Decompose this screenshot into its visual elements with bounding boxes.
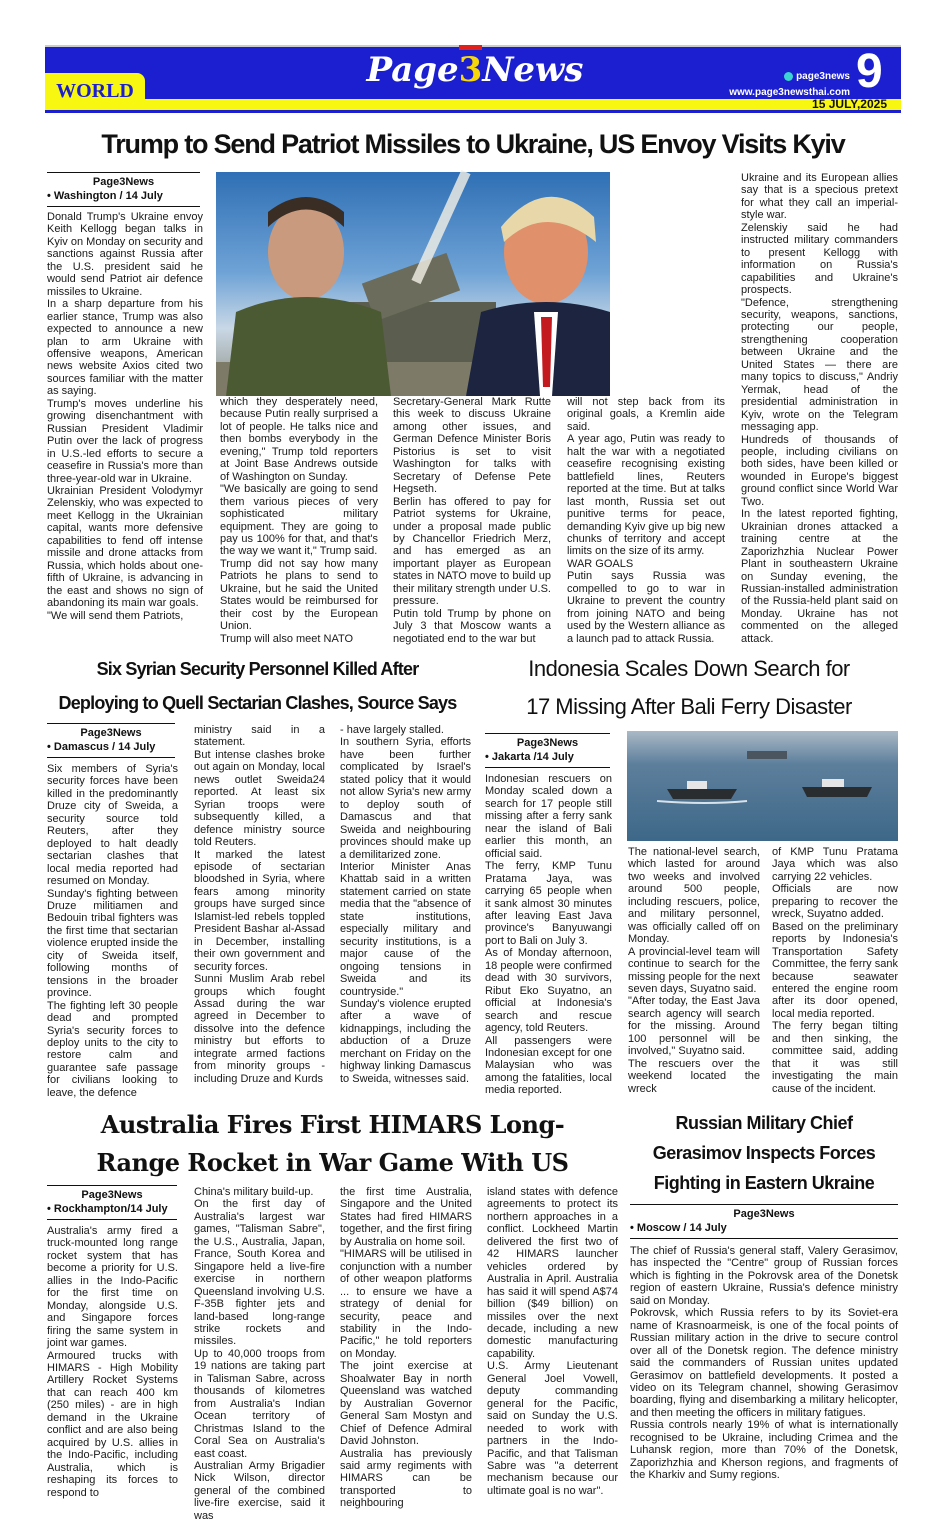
story2-headline-line1: Six Syrian Security Personnel Killed After bbox=[96, 659, 419, 679]
story4-column-2 bbox=[194, 1186, 325, 1522]
story3-column-2 bbox=[628, 846, 760, 1099]
story5-byline bbox=[630, 1204, 898, 1239]
article-paragraph: Putin says Russia was compelled to go to war in Ukraine to prevent the country from joining NATO and being used by the Western alliance as a launch pad to attack Russia. bbox=[567, 570, 725, 645]
article-paragraph: Trump's moves underline his growing disenchantment with Russian President Vladimir Putin over the lack of progress in U.S.-led efforts to secure a ceasefire in Russia's more than three-year-old war in Ukraine. bbox=[47, 397, 203, 485]
article-paragraph: - have largely stalled. bbox=[340, 724, 444, 736]
byline-dateline: • Jakarta /14 July bbox=[485, 751, 574, 763]
article-paragraph: The ferry, KMP Tunu Pratama Jaya, was carrying 65 people when it sank almost 30 minutes after leaving East Java province's Banyuwangi port to Bali on July 3. bbox=[485, 860, 612, 947]
article-paragraph: In the latest reported fighting, Ukrainian drones attacked a training centre at the Zaporizhzhia Nuclear Power Plant in southeastern Ukraine on Sunday evening, the Russian-installed administration of the Russia-held plant said on Monday. Ukraine has not commented on the alleged attack. bbox=[741, 508, 898, 645]
section-tab bbox=[45, 73, 145, 110]
story4-column-1 bbox=[47, 1225, 178, 1499]
logo-text-3: 3 bbox=[459, 45, 483, 90]
story1-column-3 bbox=[393, 396, 551, 648]
rescue-boats-photo bbox=[627, 731, 898, 841]
article-paragraph: Donald Trump's Ukraine envoy Keith Kellogg began talks in Kyiv on Monday on security and sanctions against Russia after the U.S. president said he would send Patriot air defence missiles to Ukraine. bbox=[47, 211, 203, 298]
article-paragraph: Pokrovsk, which Russia refers to by its Soviet-era name of Krasnoarmeisk, is one of the focal points of Russian military action in the drive to secure control over all of the Donetsk region. The defence ministry said the commanders of Russian unites updated Gerasimov on battlefield developments. It posted a video on its Telegram channel, showing Gerasimov boarding, flying and disembarking a military helicopter, and then meeting the officers in military fatigues. bbox=[630, 1307, 898, 1419]
article-paragraph: "After today, the East Java search agency will search for the missing. Around 100 personnel will be involved," Suyatno said. bbox=[628, 995, 760, 1058]
article-paragraph: Ukrainian President Volodymyr Zelenskiy, who was expected to meet Kellogg in the Ukrainian capital, wants more defensive capabilities to fend off intense missile and drone attacks from Russia, which holds about one-fifth of Ukraine, is advancing in the east and shows no sign of abandoning its main war goals. bbox=[47, 484, 203, 610]
social-handle[interactable]: page3news bbox=[796, 71, 850, 82]
story2-headline-line2: Deploying to Quell Sectarian Clashes, Source Says bbox=[58, 693, 457, 713]
story3-byline bbox=[485, 733, 610, 768]
article-paragraph: which they desperately need, because Putin really surprised a lot of people. He talks nice and then bombs everybody in the evening," Trump told reporters at Joint Base Andrews outside of Washington on Sunday. bbox=[220, 396, 378, 483]
article-paragraph: Sunday's fighting between Druze militiamen and Bedouin tribal fighters was the first time that sectarian violence erupted inside the city of Sweida itself, following months of tensions in the broader province. bbox=[47, 887, 178, 1000]
article-paragraph: As of Monday afternoon, 18 people were confirmed dead with 30 survivors, Ribut Eko Suyatno, an official at Indonesia's search and rescue agency, told Reuters. bbox=[485, 947, 612, 1035]
story3-headline bbox=[478, 650, 900, 726]
story1-column-5 bbox=[741, 172, 898, 648]
byline-source: Page3News bbox=[81, 1189, 143, 1201]
website-link[interactable]: www.page3newsthai.com bbox=[729, 87, 850, 98]
article-paragraph: Trump did not say how many Patriots he plans to send to Ukraine, but he said the United States would be reimbursed for their cost by the European Union. bbox=[220, 557, 378, 633]
article-paragraph: Russia controls nearly 19% of what is internationally recognised to be Ukraine, including Crimea and the Luhansk region, more than 70% of the Donetsk, Zaporizhzhia and Kherson regions, and fragments of the Kharkiv and Sumy regions. bbox=[630, 1419, 898, 1482]
article-paragraph: Australia has previously said army regiments with HIMARS can be transported to neighbouring bbox=[340, 1447, 472, 1510]
article-paragraph: A provincial-level team will continue to search for the missing people for the next seven days, Suyatno said. bbox=[628, 945, 760, 995]
story5-headline-line2: Gerasimov Inspects Forces bbox=[652, 1143, 876, 1163]
logo-text-a: Page bbox=[366, 50, 459, 90]
section-label: WORLD bbox=[56, 80, 134, 102]
article-paragraph: "We basically are going to send them various pieces of very sophisticated military equipment. They are going to pay us 100% for that, and that's the way we want it," Trump said. bbox=[220, 483, 378, 558]
article-paragraph: Armoured trucks with HIMARS - High Mobility Artillery Rocket Systems that can reach 400 km (250 miles) - are in high demand in the Ukraine conflict and are also being acquired by U.S. allies in the Indo-Pacific, including Australia, which is reshaping its forces to respond to bbox=[47, 1349, 178, 1499]
article-paragraph: Officials are now preparing to recover the wreck, Suyatno added. bbox=[772, 883, 898, 921]
article-paragraph: Interior Minister Anas Khattab said in a written statement carried on state media that the "absence of state institutions, especially military and security institutions, is a major cause of the ongoing tensions in Sweida and its countryside." bbox=[340, 860, 471, 998]
page-number: 9 bbox=[856, 45, 883, 98]
newspaper-logo[interactable] bbox=[360, 50, 590, 90]
article-paragraph: The chief of Russia's general staff, Valery Gerasimov, has inspected the "Centre" group of Russian forces which is fighting in the Pokrovsk area of the Donetsk region of eastern Ukraine, Russia's defence ministry said on Monday. bbox=[630, 1245, 898, 1307]
zelenskiy-trump-patriot-photo bbox=[216, 172, 610, 396]
article-paragraph: A year ago, Putin was ready to halt the war with a negotiated ceasefire recognising existing battlefield lines, Reuters reported at the time. But at talks last month, Russia set out punitive terms for peace, demanding Kyiv give up big new chunks of territory and accept limits on the size of its army. bbox=[567, 433, 725, 558]
story5-column-1 bbox=[630, 1245, 898, 1490]
article-paragraph: The fighting left 30 people dead and prompted Syria's security forces to deploy units to the city to restore calm and guarantee safe passage for civilians looking to leave, the defence bbox=[47, 999, 178, 1099]
article-paragraph: "HIMARS will be utilised in conjunction with a number of other weapon platforms ... to ensure we have a strategy of denial for security, peace and stability in the Indo-Pacific," he told reporters on Monday. bbox=[340, 1248, 472, 1360]
story3-photo bbox=[627, 731, 898, 841]
article-paragraph: Ukraine and its European allies say that is a specious pretext for what they call an imperial-style war. bbox=[741, 172, 898, 222]
article-paragraph: Secretary-General Mark Rutte this week to discuss Ukraine among other issues, and German Defence Minister Boris Pistorius is set to visit Washington for talks with Secretary of Defense Pete Hegseth. bbox=[393, 396, 551, 496]
article-paragraph: It marked the latest episode of sectarian bloodshed in Syria, where fears among minority groups have surged since Islamist-led rebels toppled President Bashar al-Assad in December, installing their own government and security forces. bbox=[194, 848, 325, 973]
byline-dateline: • Washington / 14 July bbox=[47, 190, 163, 202]
issue-date: 15 JULY,2025 bbox=[812, 97, 887, 111]
byline-dateline: • Damascus / 14 July bbox=[47, 741, 156, 753]
story5-headline-line1: Russian Military Chief bbox=[675, 1113, 853, 1133]
story3-column-1 bbox=[485, 773, 612, 1101]
article-paragraph: Up to 40,000 troops from 19 nations are taking part in Talisman Sabre, across thousands of kilometres from Australia's Indian Ocean territory of Christmas Island to the Coral Sea on Australia's east coast. bbox=[194, 1347, 325, 1460]
story1-column-1 bbox=[47, 211, 203, 649]
article-paragraph: "We will send them Patriots, bbox=[47, 609, 184, 622]
story4-byline bbox=[47, 1185, 177, 1220]
story4-headline-line1: Australia Fires First HIMARS Long- bbox=[100, 1110, 565, 1139]
article-paragraph: The national-level search, which lasted for around two weeks and involved around 500 people, including rescuers, police, and military personnel, was officially called off on Monday. bbox=[628, 846, 760, 946]
article-paragraph: ministry said in a statement. bbox=[194, 724, 325, 749]
story4-column-4 bbox=[487, 1186, 618, 1497]
article-paragraph: On the first day of Australia's largest war games, "Talisman Sabre", the U.S., Australia, Japan, France, South Korea and Singapore held a live-fire exercise in northern Queensland involving U.S. F-35B fighter jets and land-based long-range strike rockets and missiles. bbox=[194, 1198, 325, 1348]
article-paragraph: Trump will also meet NATO bbox=[220, 632, 354, 645]
story5-headline bbox=[625, 1108, 903, 1198]
article-paragraph: Sunni Muslim Arab rebel groups which fought Assad during the war agreed in December to dissolve into the defence ministry but efforts to integrate armed factions from minority groups - including Druze and Kurds bbox=[194, 973, 325, 1085]
article-paragraph: But intense clashes broke out again on Monday, local news outlet Sweida24 reported. At least six Syrian troops were subsequently killed, a defence ministry source told Reuters. bbox=[194, 748, 325, 849]
byline-source: Page3News bbox=[733, 1208, 795, 1220]
article-paragraph: Zelenskiy said he had instructed military commanders to present Kellogg with information on Russia's capabilities and Ukraine's prospects. bbox=[741, 221, 898, 297]
story5-headline-line3: Fighting in Eastern Ukraine bbox=[653, 1173, 875, 1193]
article-paragraph: WAR GOALS bbox=[567, 557, 634, 570]
story2-byline bbox=[47, 723, 175, 758]
story3-column-3 bbox=[772, 846, 898, 1099]
story4-column-3 bbox=[340, 1186, 472, 1510]
article-paragraph: In southern Syria, efforts have been further complicated by Israel's stated policy that it would not allow Syria's new army to deploy south of Damascus and that Sweida and neighbouring provinces should make up a demilitarized zone. bbox=[340, 736, 471, 861]
article-paragraph: China's military build-up. bbox=[194, 1186, 314, 1198]
story1-headline-wrap bbox=[45, 124, 901, 164]
article-paragraph: Sunday's violence erupted after a wave of kidnappings, including the abduction of a Druze merchant on Friday on the highway linking Damascus to Sweida, witnesses said. bbox=[340, 997, 471, 1085]
logo-text-b: News bbox=[482, 50, 584, 90]
article-paragraph: will not step back from its original goals, a Kremlin aide said. bbox=[567, 396, 725, 433]
story2-headline bbox=[35, 652, 480, 720]
story3-headline-line2: 17 Missing After Bali Ferry Disaster bbox=[526, 694, 852, 719]
story4-headline bbox=[40, 1106, 625, 1182]
story1-column-2 bbox=[220, 396, 378, 648]
article-paragraph: Indonesian rescuers on Monday scaled down a search for 17 people still missing after a ferry sank near the island of Bali earlier this month, an official said. bbox=[485, 773, 612, 860]
article-paragraph: Based on the preliminary reports by Indonesia's Transportation Safety Committee, the ferry sank because seawater entered the engine room after its door opened, local media reported. bbox=[772, 920, 898, 1020]
story2-column-1 bbox=[47, 763, 178, 1101]
article-paragraph: Six members of Syria's security forces have been killed in the predominantly Druze city of Sweida, a security source told Reuters, after they deployed to halt deadly sectarian clashes that local media reported had resumed on Monday. bbox=[47, 763, 178, 888]
story1-byline bbox=[47, 172, 200, 207]
article-paragraph: Putin told Trump by phone on July 3 that Moscow wants a negotiated end to the war but bbox=[393, 607, 551, 645]
article-paragraph: Hundreds of thousands of people, including civilians on both sides, have been killed or wounded in Europe's biggest ground conflict since World War Two. bbox=[741, 433, 898, 508]
story2-column-2 bbox=[194, 724, 325, 1101]
article-paragraph: island states with defence agreements to protect its northern approaches in a conflict. Lockheed Martin delivered the first two of 42 HIMARS launcher vehicles ordered by Australia in April. Australia has said it will spend A$74 billion ($49 billion) on missiles over the next decade, including a new domestic manufacturing capability. bbox=[487, 1186, 618, 1360]
article-paragraph: U.S. Army Lieutenant General Joel Vowell, deputy commanding general for the Pacific, said on Sunday the U.S. needed to work with partners in the Indo-Pacific, and that Talisman Sabre was "a deterrent mechanism because our ultimate goal is no war". bbox=[487, 1360, 618, 1497]
article-paragraph: The rescuers over the weekend located the wreck bbox=[628, 1057, 760, 1095]
article-paragraph: In a sharp departure from his earlier stance, Trump was also expected to announce a new plan to arm Ukraine with offensive weapons, American news website Axios cited two sources familiar with the matter as saying. bbox=[47, 298, 203, 398]
article-paragraph: Berlin has offered to pay for Patriot systems for Ukraine, under a proposal made public by Chancellor Friedrich Merz, and has emerged as an important player as European states in NATO move to build up their military strength under U.S. pressure. bbox=[393, 495, 551, 608]
article-paragraph: All passengers were Indonesian except for one Malaysian who was among the fatalities, local media reported. bbox=[485, 1034, 612, 1097]
story1-headline: Trump to Send Patriot Missiles to Ukraine, US Envoy Visits Kyiv bbox=[101, 129, 845, 159]
byline-source: Page3News bbox=[92, 176, 155, 188]
story1-photo bbox=[216, 172, 610, 396]
byline-source: Page3News bbox=[80, 727, 142, 739]
article-paragraph: The ferry began tilting and then sinking, the committee said, adding that it was still investigating the main cause of the incident. bbox=[772, 1020, 898, 1095]
story3-headline-line1: Indonesia Scales Down Search for bbox=[528, 656, 850, 681]
byline-source: Page3News bbox=[516, 737, 579, 749]
byline-dateline: • Moscow / 14 July bbox=[630, 1222, 727, 1234]
article-paragraph: "Defence, strengthening security, weapons, sanctions, protecting our people, strengthening cooperation between Ukraine and the United States — there are many topics to discuss," Andriy Yermak, head of the presidential administration in Kyiv, wrote on the Telegram messaging app. bbox=[741, 296, 898, 434]
article-paragraph: Australia's army fired a truck-mounted long range rocket system that has become a priority for U.S. allies in the Indo-Pacific for the first time on Monday, alongside U.S. and Singapore forces firing the same system in joint war games. bbox=[47, 1225, 178, 1350]
byline-dateline: • Rockhampton/14 July bbox=[47, 1203, 168, 1215]
article-paragraph: The joint exercise at Shoalwater Bay in north Queensland was watched by Australian Governor General Sam Mostyn and Chief of Defence Admiral David Johnston. bbox=[340, 1360, 472, 1448]
x-social-icon bbox=[784, 72, 793, 81]
article-paragraph: of KMP Tunu Pratama Jaya which was also carrying 22 vehicles. bbox=[772, 846, 898, 883]
story2-column-3 bbox=[340, 724, 471, 1101]
story1-column-4 bbox=[567, 396, 725, 648]
story4-headline-line2: Range Rocket in War Game With US bbox=[96, 1148, 569, 1177]
article-paragraph: Australian Army Brigadier Nick Wilson, director general of the combined live-fire exercise, said it was bbox=[194, 1459, 325, 1522]
article-paragraph: the first time Australia, Singapore and the United States had fired HIMARS together, and the first firing by Australia on home soil. bbox=[340, 1186, 472, 1248]
